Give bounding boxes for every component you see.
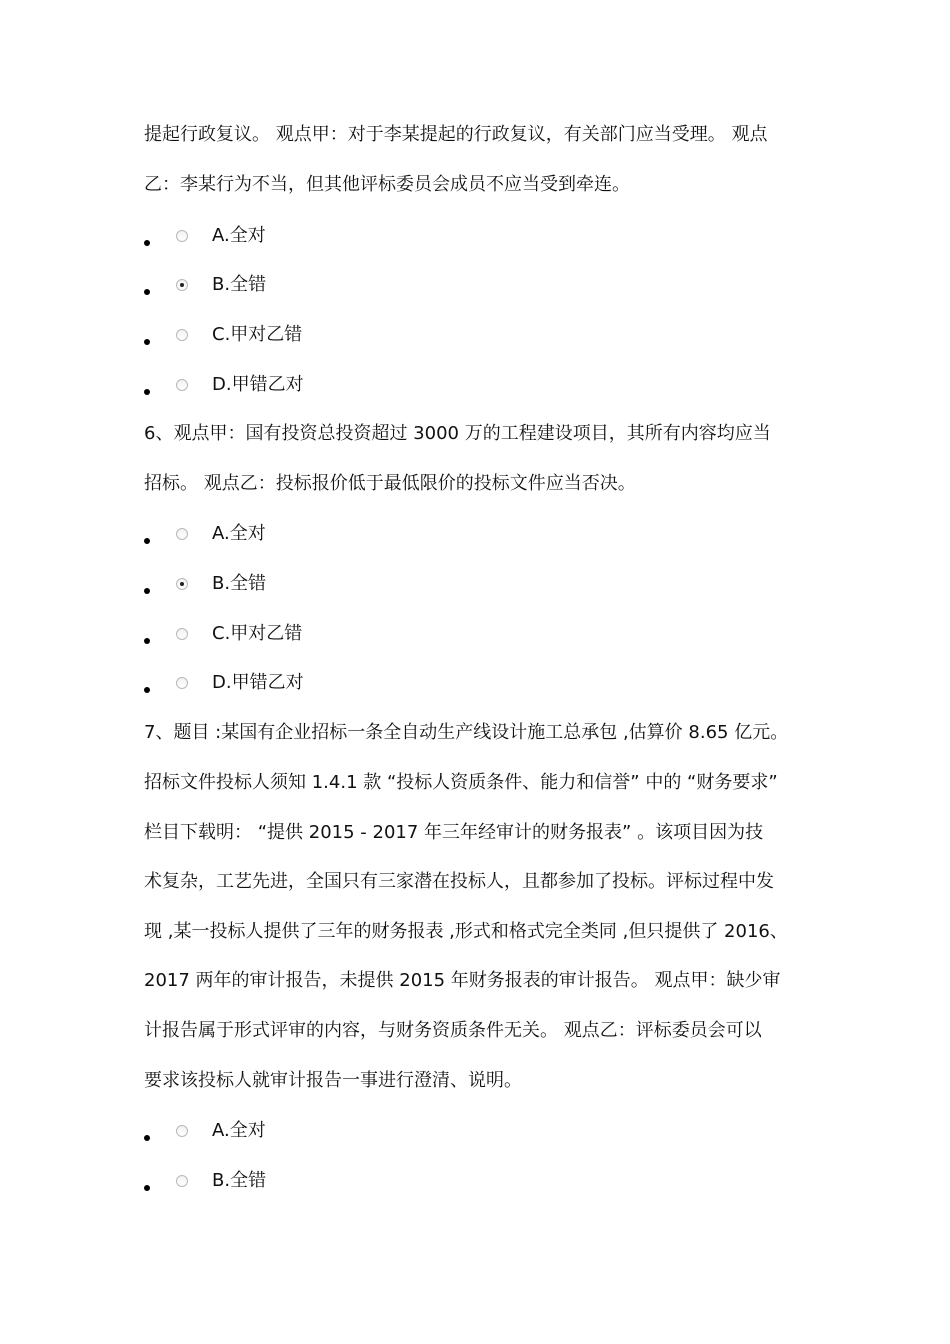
radio-unchecked-icon[interactable] — [176, 379, 188, 391]
radio-unchecked-icon[interactable] — [176, 1125, 188, 1137]
question-6-option-c[interactable] — [140, 618, 540, 650]
bullet-icon — [144, 389, 150, 395]
option-label: D.甲错乙对 — [212, 672, 304, 693]
question-7-text-line: 招标文件投标人须知 1.4.1 款 “投标人资质条件、能力和信誉” 中的 “财务要求” — [144, 772, 778, 793]
radio-checked-icon[interactable] — [176, 578, 188, 590]
question-6-text-line: 6、观点甲：国有投资总投资超过 3000 万的工程建设项目，其所有内容均应当 — [144, 423, 771, 444]
question-5-option-c[interactable] — [140, 319, 540, 351]
question-7-text-line: 2017 两年的审计报告，未提供 2015 年财务报表的审计报告。 观点甲：缺少审 — [144, 970, 781, 991]
question-7-option-b[interactable] — [140, 1165, 540, 1197]
bullet-icon — [144, 289, 150, 295]
question-6-text-line: 招标。 观点乙：投标报价低于最低限价的投标文件应当否决。 — [144, 473, 636, 494]
question-7-text-line: 计报告属于形式评审的内容，与财务资质条件无关。 观点乙：评标委员会可以 — [144, 1020, 762, 1041]
radio-unchecked-icon[interactable] — [176, 1175, 188, 1187]
radio-unchecked-icon[interactable] — [176, 230, 188, 242]
option-label: B.全错 — [212, 274, 267, 295]
radio-unchecked-icon[interactable] — [176, 528, 188, 540]
question-7-text-line: 7、题目 :某国有企业招标一条全自动生产线设计施工总承包 ,估算价 8.65 亿元。 — [144, 722, 789, 743]
question-7-text-line: 要求该投标人就审计报告一事进行澄清、说明。 — [144, 1070, 522, 1091]
question-5-text-line: 乙：李某行为不当，但其他评标委员会成员不应当受到牵连。 — [144, 174, 630, 195]
question-6-option-d[interactable] — [140, 667, 540, 699]
option-label: A.全对 — [212, 523, 266, 544]
radio-unchecked-icon[interactable] — [176, 628, 188, 640]
bullet-icon — [144, 240, 150, 246]
bullet-icon — [144, 638, 150, 644]
question-7-text-line: 栏目下载明： “提供 2015 - 2017 年三年经审计的财务报表” 。该项目因为技 — [144, 822, 764, 843]
question-5-option-d[interactable] — [140, 369, 540, 401]
option-label: C.甲对乙错 — [212, 623, 303, 644]
option-label: A.全对 — [212, 1120, 266, 1141]
question-6-option-a[interactable] — [140, 518, 540, 550]
bullet-icon — [144, 588, 150, 594]
option-label: B.全错 — [212, 573, 267, 594]
question-6-option-b[interactable] — [140, 568, 540, 600]
radio-checked-icon[interactable] — [176, 279, 188, 291]
question-5-option-a[interactable] — [140, 220, 540, 252]
question-5-option-b[interactable] — [140, 269, 540, 301]
option-label: C.甲对乙错 — [212, 324, 303, 345]
bullet-icon — [144, 1135, 150, 1141]
bullet-icon — [144, 687, 150, 693]
option-label: D.甲错乙对 — [212, 374, 304, 395]
question-7-text-line: 现 ,某一投标人提供了三年的财务报表 ,形式和格式完全类同 ,但只提供了 2016、 — [144, 921, 788, 942]
radio-unchecked-icon[interactable] — [176, 329, 188, 341]
bullet-icon — [144, 538, 150, 544]
question-5-text-line: 提起行政复议。 观点甲：对于李某提起的行政复议，有关部门应当受理。 观点 — [144, 124, 768, 145]
bullet-icon — [144, 1185, 150, 1191]
bullet-icon — [144, 339, 150, 345]
radio-unchecked-icon[interactable] — [176, 677, 188, 689]
option-label: B.全错 — [212, 1170, 267, 1191]
question-7-text-line: 术复杂，工艺先进，全国只有三家潜在投标人，且都参加了投标。评标过程中发 — [144, 871, 774, 892]
option-label: A.全对 — [212, 225, 266, 246]
question-7-option-a[interactable] — [140, 1115, 540, 1147]
